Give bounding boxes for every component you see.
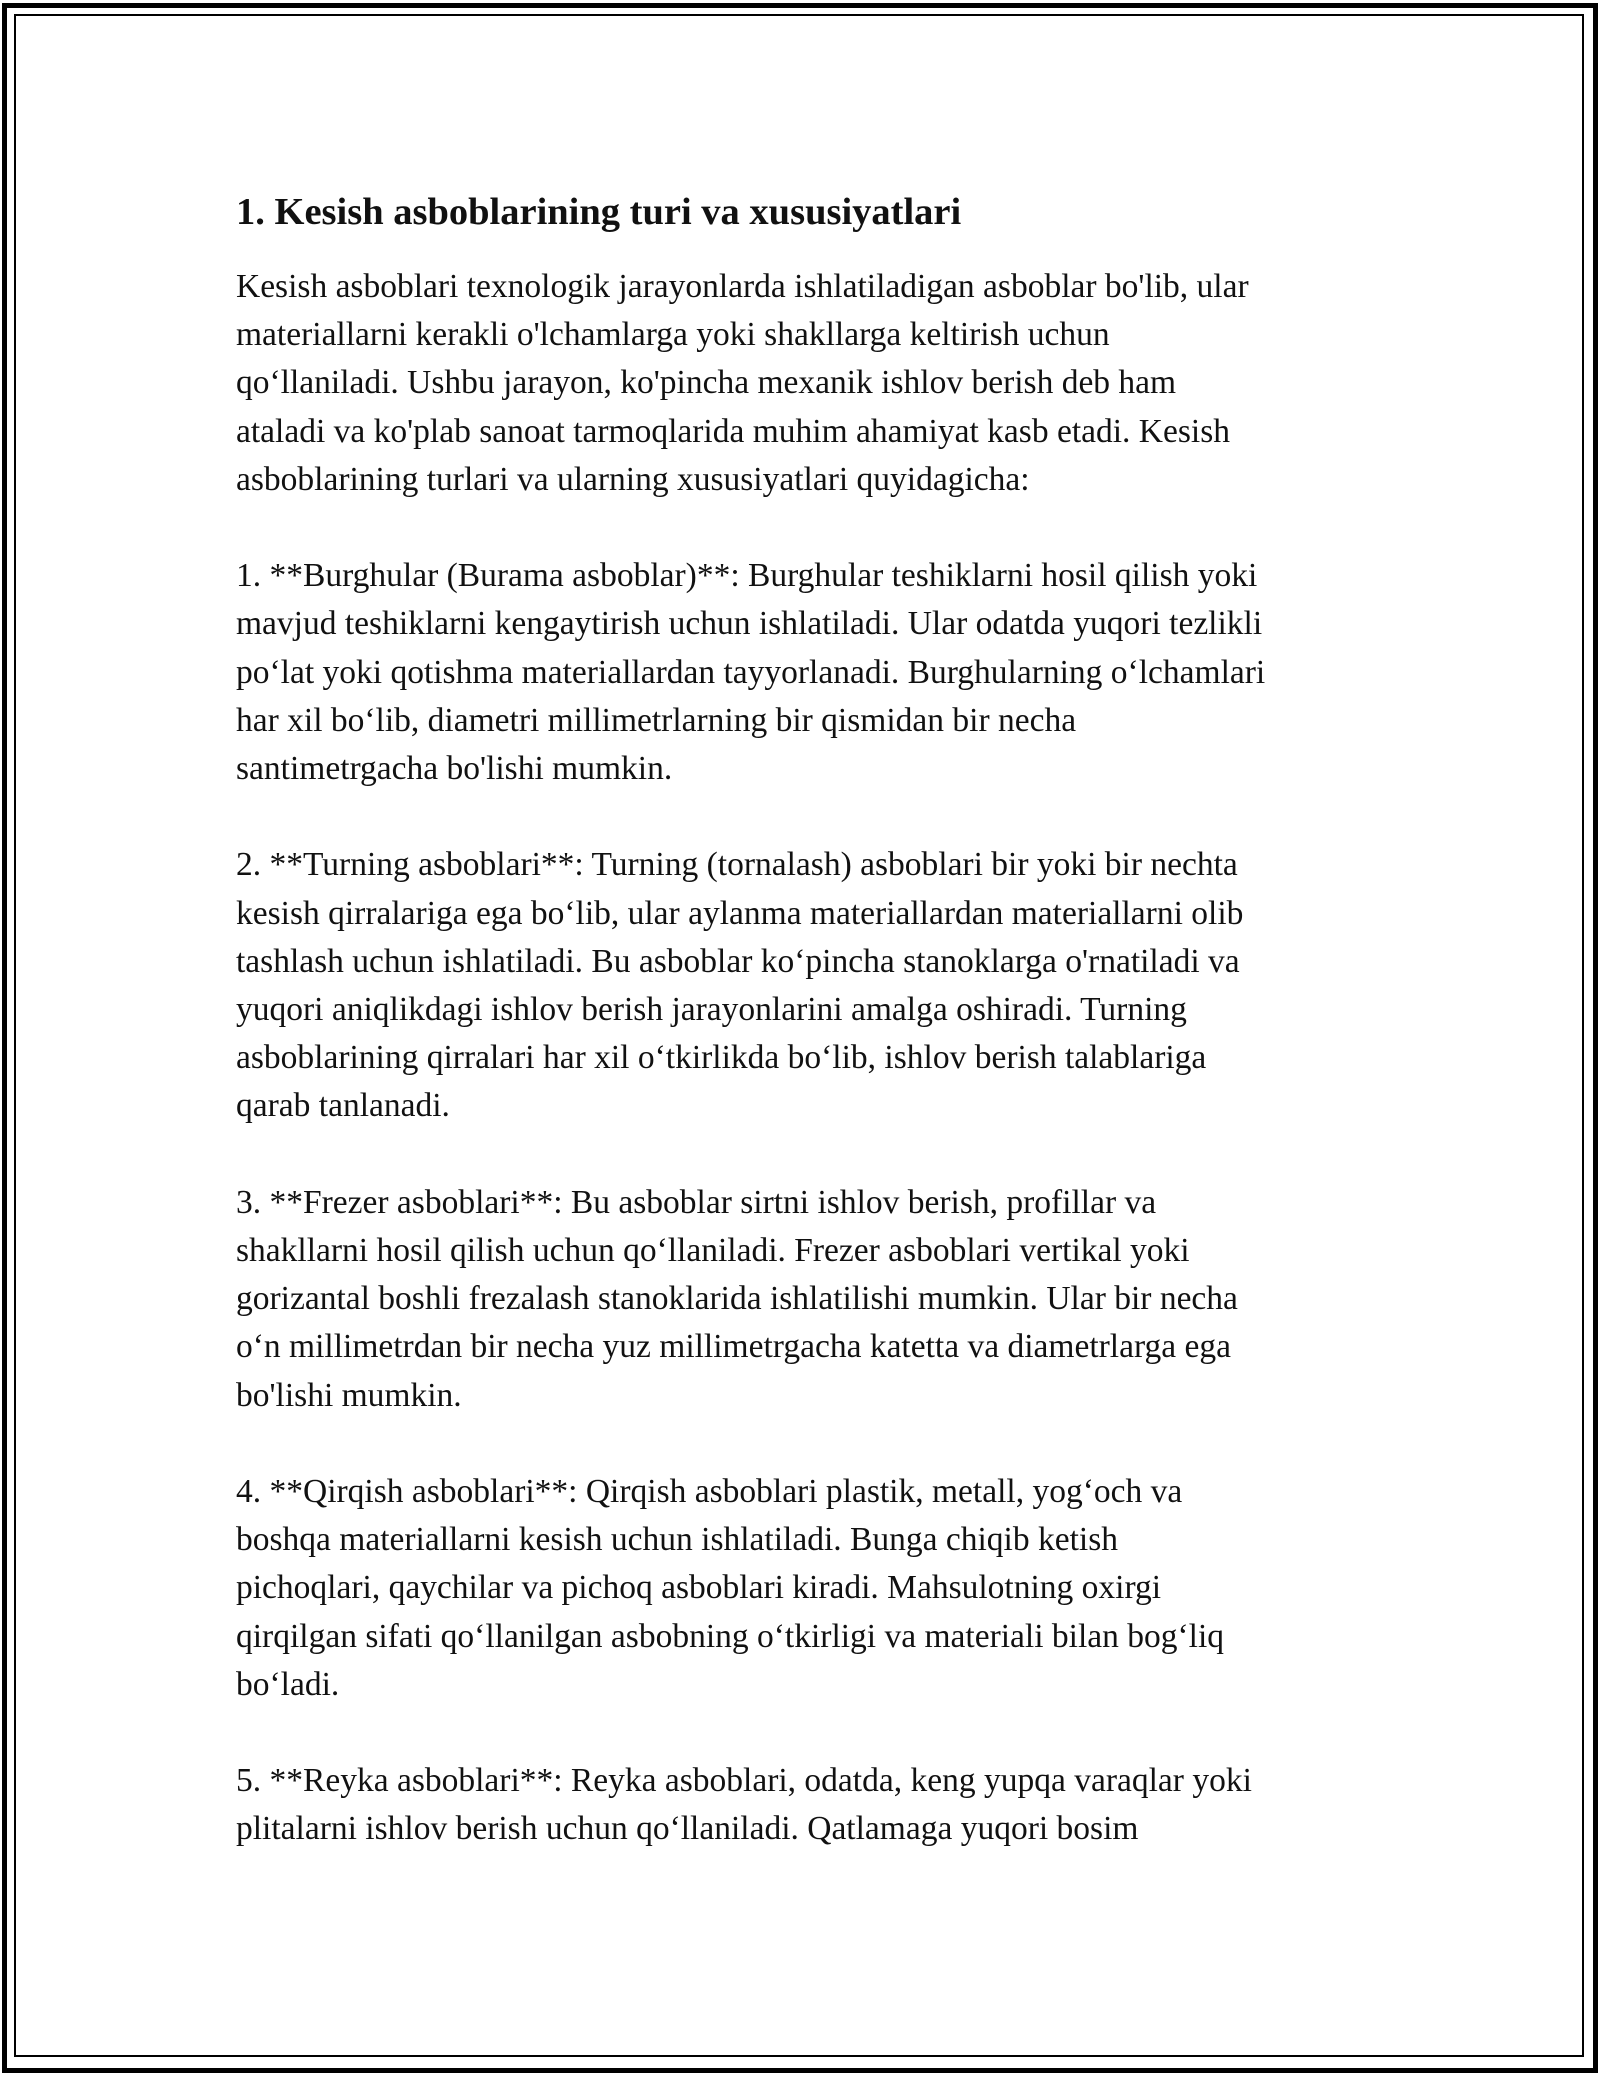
item-line: har xil bo‘lib, diametri millimetrlarning bir qismidan bir necha — [236, 701, 1077, 739]
list-item-qirqish — [236, 1468, 1386, 1709]
intro-paragraph — [236, 263, 1386, 504]
intro-line: asboblarining turlari va ularning xususiyatlari quyidagicha: — [236, 460, 1030, 498]
item-line: 2. **Turning asboblari**: Turning (tornalash) asboblari bir yoki bir nechta — [236, 846, 1238, 884]
item-line: kesish qirralariga ega bo‘lib, ular aylanma materiallardan materiallarni olib — [236, 894, 1244, 932]
item-line: qarab tanlanadi. — [236, 1087, 450, 1125]
item-line: boshqa materiallarni kesish uchun ishlatiladi. Bunga chiqib ketish — [236, 1521, 1118, 1559]
item-line: 3. **Frezer asboblari**: Bu asboblar sirtni ishlov berish, profillar va — [236, 1183, 1157, 1221]
item-line: 1. **Burghular (Burama asboblar)**: Burghular teshiklarni hosil qilish yoki — [236, 557, 1258, 595]
item-line: shakllarni hosil qilish uchun qo‘llaniladi. Frezer asboblari vertikal yoki — [236, 1232, 1190, 1270]
document-title: 1. Kesish asboblarining turi va xususiyatlari — [236, 191, 962, 233]
item-line: o‘n millimetrdan bir necha yuz millimetrgacha katetta va diametrlarga ega — [236, 1328, 1231, 1366]
item-line: gorizantal boshli frezalash stanoklarida ishlatilishi mumkin. Ular bir necha — [236, 1280, 1238, 1318]
intro-line: qo‘llaniladi. Ushbu jarayon, ko'pincha mexanik ishlov berish deb ham — [236, 364, 1177, 402]
item-line: bo‘ladi. — [236, 1665, 340, 1703]
item-line: bo'lishi mumkin. — [236, 1376, 462, 1414]
list-item-turning — [236, 841, 1386, 1130]
item-line: plitalarni ishlov berish uchun qo‘llaniladi. Qatlamaga yuqori bosim — [236, 1810, 1139, 1848]
intro-line: materiallarni kerakli o'lchamlarga yoki shakllarga keltirish uchun — [236, 316, 1110, 354]
item-line: 5. **Reyka asboblari**: Reyka asboblari, odatda, keng yupqa varaqlar yoki — [236, 1762, 1252, 1800]
item-line: 4. **Qirqish asboblari**: Qirqish asboblari plastik, metall, yog‘och va — [236, 1473, 1183, 1511]
list-item-burghular — [236, 552, 1386, 793]
item-line: mavjud teshiklarni kengaytirish uchun ishlatiladi. Ular odatda yuqori tezlikli — [236, 605, 1263, 643]
item-line: asboblarining qirralari har xil o‘tkirlikda bo‘lib, ishlov berish talablariga — [236, 1039, 1207, 1077]
item-line: pichoqlari, qaychilar va pichoq asboblari kiradi. Mahsulotning oxirgi — [236, 1569, 1162, 1607]
item-line: tashlash uchun ishlatiladi. Bu asboblar ko‘pincha stanoklarga o'rnatiladi va — [236, 942, 1240, 980]
list-item-reyka — [236, 1757, 1386, 1853]
item-line: qirqilgan sifati qo‘llanilgan asbobning o‘tkirligi va materiali bilan bog‘liq — [236, 1617, 1225, 1655]
item-line: po‘lat yoki qotishma materiallardan tayyorlanadi. Burghularning o‘lchamlari — [236, 653, 1266, 691]
item-line: yuqori aniqlikdagi ishlov berish jarayonlarini amalga oshiradi. Turning — [236, 991, 1187, 1029]
document-body — [236, 188, 1386, 1854]
item-line: santimetrgacha bo'lishi mumkin. — [236, 750, 673, 788]
intro-line: ataladi va ko'plab sanoat tarmoqlarida muhim ahamiyat kasb etadi. Kesish — [236, 412, 1230, 450]
intro-line: Kesish asboblari texnologik jarayonlarda ishlatiladigan asboblar bo'lib, ular — [236, 268, 1249, 305]
list-item-frezer — [236, 1179, 1386, 1420]
